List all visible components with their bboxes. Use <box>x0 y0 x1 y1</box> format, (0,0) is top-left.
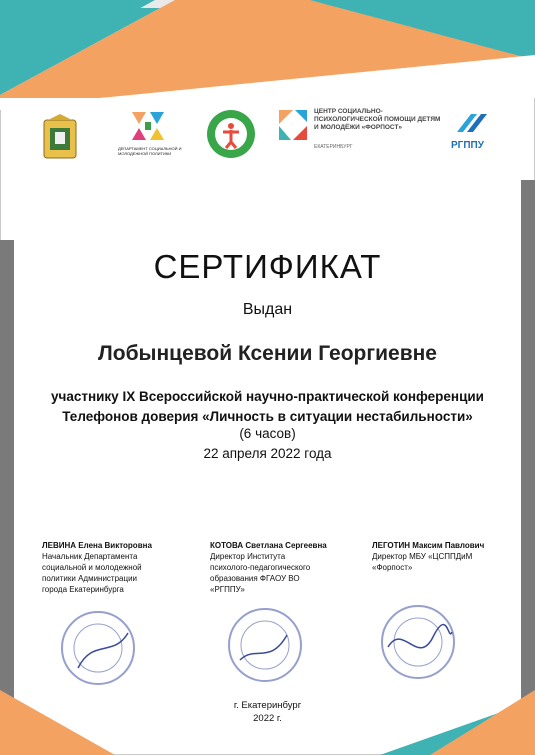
footer-city: г. Екатеринбург <box>233 700 302 711</box>
forpost-logo-icon <box>277 108 309 142</box>
choose-life-logo-icon <box>205 108 257 160</box>
rgppu-logo-icon <box>453 110 491 136</box>
certificate-description <box>0 387 535 427</box>
issued-label: Выдан <box>242 301 293 318</box>
stamp-3-icon <box>378 602 458 682</box>
signatory-2 <box>210 540 370 595</box>
department-logo-icon <box>128 110 168 142</box>
signatory-3 <box>372 540 532 573</box>
signatory-position: Начальник Департамента социальной и молодежной политики Администрации города Екатеринбурга <box>42 552 142 594</box>
signatory-position: Директор Института психолого-педагогического образования ФГАОУ ВО «РГППУ» <box>210 552 311 594</box>
description-line-1: участнику IX Всероссийской научно-практической конференции <box>51 389 484 404</box>
signatory-name: ЛЕВИНА Елена Викторовна <box>42 541 152 550</box>
forpost-title: ЦЕНТР СОЦИАЛЬНО-ПСИХОЛОГИЧЕСКОЙ ПОМОЩИ ДЕТЯМ И МОЛОДЁЖИ «ФОРПОСТ» <box>314 108 441 131</box>
recipient-name: Лобынцевой Ксении Георгиевне <box>98 342 437 365</box>
certificate-title: СЕРТИФИКАТ <box>153 248 382 285</box>
signatory-name: КОТОВА Светлана Сергеевна <box>210 541 327 550</box>
yekaterinburg-coat-of-arms-icon <box>40 114 80 162</box>
signatory-name: ЛЕГОТИН Максим Павлович <box>372 541 485 550</box>
footer <box>0 699 535 725</box>
logos-row <box>0 98 535 178</box>
signatory-position: Директор МБУ «ЦСППДиМ «Форпост» <box>372 552 473 572</box>
stamp-2-icon <box>225 605 305 685</box>
hours-label: (6 часов) <box>239 426 296 441</box>
rgppu-label: РГППУ <box>451 140 484 151</box>
description-line-2: Телефонов доверия «Личность в ситуации нестабильности» <box>62 409 473 424</box>
department-caption: ДЕПАРТАМЕНТ СОЦИАЛЬНОЙ И МОЛОДЕЖНОЙ ПОЛИТИКИ <box>118 146 182 156</box>
signatory-1 <box>42 540 202 595</box>
event-date: 22 апреля 2022 года <box>203 446 332 461</box>
footer-year: 2022 г. <box>253 713 282 724</box>
forpost-city: ЕКАТЕРИНБУРГ <box>314 144 353 150</box>
stamp-1-icon <box>58 608 138 688</box>
